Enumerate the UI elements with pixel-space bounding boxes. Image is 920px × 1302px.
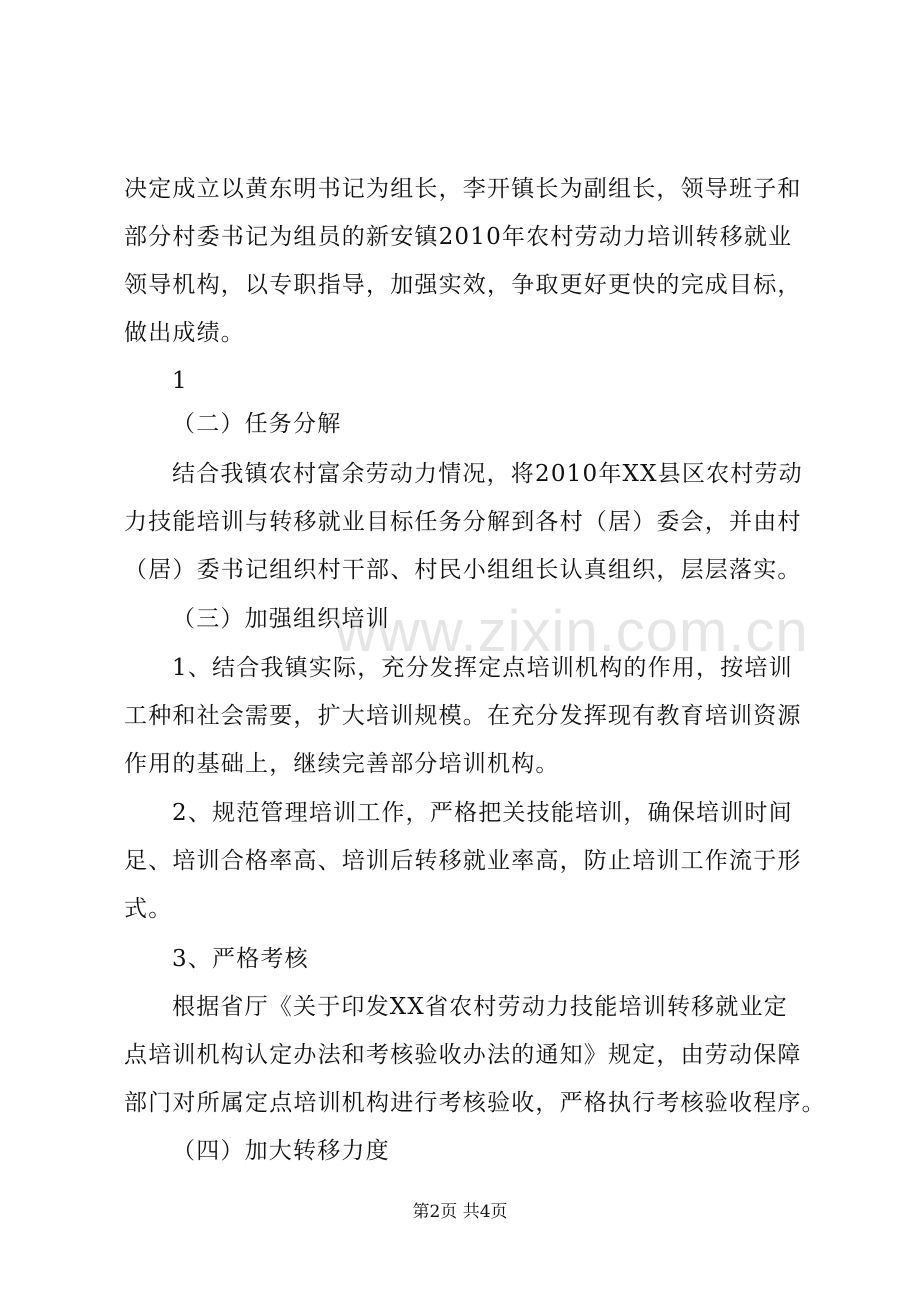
page-number-marker: 1 xyxy=(172,368,188,394)
page-footer: 第2页 共4页 xyxy=(412,1202,508,1222)
paragraph-line: 点培训机构认定办法和考核验收办法的通知》规定，由劳动保障 xyxy=(124,1042,802,1068)
paragraph-line: 部分村委书记为组员的新安镇2010年农村劳动力培训转移就业 xyxy=(124,224,793,250)
paragraph-line: 根据省厅《关于印发XX省农村劳动力技能培训转移就业定 xyxy=(172,994,788,1020)
section-heading: 3、严格考核 xyxy=(172,946,309,972)
paragraph-line: 2、规范管理培训工作，严格把关技能培训，确保培训时间 xyxy=(172,800,793,826)
section-heading: （二）任务分解 xyxy=(172,411,342,437)
paragraph-line: 式。 xyxy=(124,896,173,922)
watermark: www.zixin.com.cn xyxy=(335,599,809,664)
paragraph-line: 作用的基础上，继续完善部分培训机构。 xyxy=(124,751,560,777)
paragraph-line: 足、培训合格率高、培训后转移就业率高，防止培训工作流于形 xyxy=(124,848,802,874)
paragraph-line: 领导机构，以专职指导，加强实效，争取更好更快的完成目标， xyxy=(124,272,802,298)
paragraph-line: 1、结合我镇实际，充分发挥定点培训机构的作用，按培训 xyxy=(172,655,793,681)
paragraph-line: 部门对所属定点培训机构进行考核验收，严格执行考核验收程序。 xyxy=(124,1090,826,1116)
paragraph-line: 结合我镇农村富余劳动力情况，将2010年XX县区农村劳动 xyxy=(172,461,803,487)
paragraph-line: 力技能培训与转移就业目标任务分解到各村（居）委会，并由村 xyxy=(124,509,802,535)
section-heading: （三）加强组织培训 xyxy=(172,606,390,632)
paragraph-line: 工种和社会需要，扩大培训规模。在充分发挥现有教育培训资源 xyxy=(124,703,802,729)
paragraph-line: 决定成立以黄东明书记为组长，李开镇长为副组长，领导班子和 xyxy=(124,176,802,202)
section-heading: （四）加大转移力度 xyxy=(172,1138,390,1164)
paragraph-line: （居）委书记组织村干部、村民小组组长认真组织，层层落实。 xyxy=(124,557,802,583)
paragraph-line: 做出成绩。 xyxy=(124,320,245,346)
